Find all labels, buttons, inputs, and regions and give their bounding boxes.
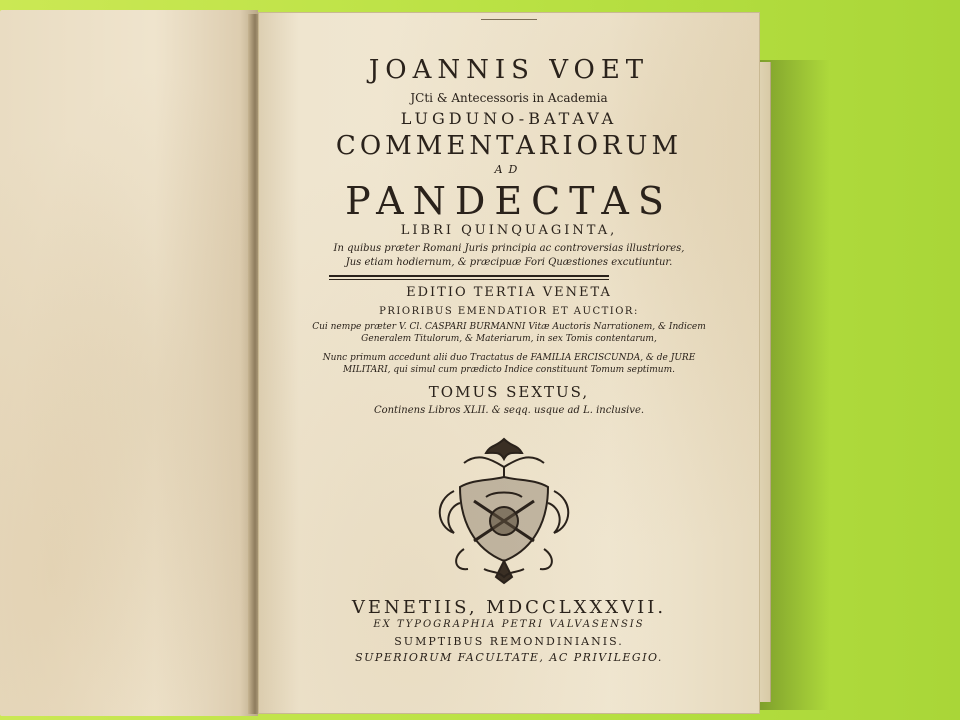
author-title: JCti & Antecessoris in Academia — [410, 91, 608, 105]
description-line-1: In quibus præter Romani Juris principia ac controversias illustriores, — [333, 243, 685, 254]
top-rule — [481, 19, 537, 20]
title-page — [258, 12, 760, 714]
academy-city: LUGDUNO-BATAVA — [400, 109, 618, 128]
double-rule-bottom — [329, 279, 609, 280]
additions-line-2: MILITARI, qui simul cum prædicto Indice constituunt Tomum septimum. — [342, 365, 675, 375]
volume-line: TOMUS SEXTUS, — [428, 383, 590, 401]
additions-line-1: Nunc primum accedunt alii duo Tractatus de FAMILIA ERCISCUNDA, & de JURE — [322, 353, 696, 363]
contents-line-1: Cui nempe præter V. Cl. CASPARI BURMANNI Vitæ Auctoris Narrationem, & Indicem — [312, 322, 706, 332]
contents-line-2: Generalem Titulorum, & Materiarum, in sex Tomis contentarum, — [361, 334, 657, 344]
imprint-sponsor: SUMPTIBUS REMONDINIANIS. — [394, 635, 624, 648]
book-title-line-1: COMMENTARIORUM — [335, 131, 683, 161]
double-rule-top — [329, 275, 609, 277]
prioribus-line: PRIORIBUS EMENDATIOR ET AUCTIOR: — [379, 306, 639, 317]
libri-line: LIBRI QUINQUAGINTA, — [400, 223, 618, 238]
left-blank-page — [0, 10, 258, 716]
imprint-printer: EX TYPOGRAPHIA PETRI VALVASENSIS — [373, 619, 645, 630]
book-title-ad: AD — [494, 163, 524, 176]
edition-line: EDITIO TERTIA VENETA — [406, 285, 612, 300]
imprint-privilege: SUPERIORUM FACULTATE, AC PRIVILEGIO. — [355, 651, 663, 664]
volume-contents-line: Continens Libros XLII. & seqq. usque ad L. inclusive. — [373, 405, 645, 416]
ornamental-crest-icon — [424, 431, 584, 586]
author-name: JOANNIS VOET — [368, 55, 650, 85]
description-line-2: Jus etiam hodiernum, & præcipuæ Fori Quæstiones excutiuntur. — [345, 257, 673, 268]
imprint-place-date: VENETIIS, MDCCLXXXVII. — [351, 597, 667, 618]
book-title-line-2: PANDECTAS — [345, 179, 673, 223]
